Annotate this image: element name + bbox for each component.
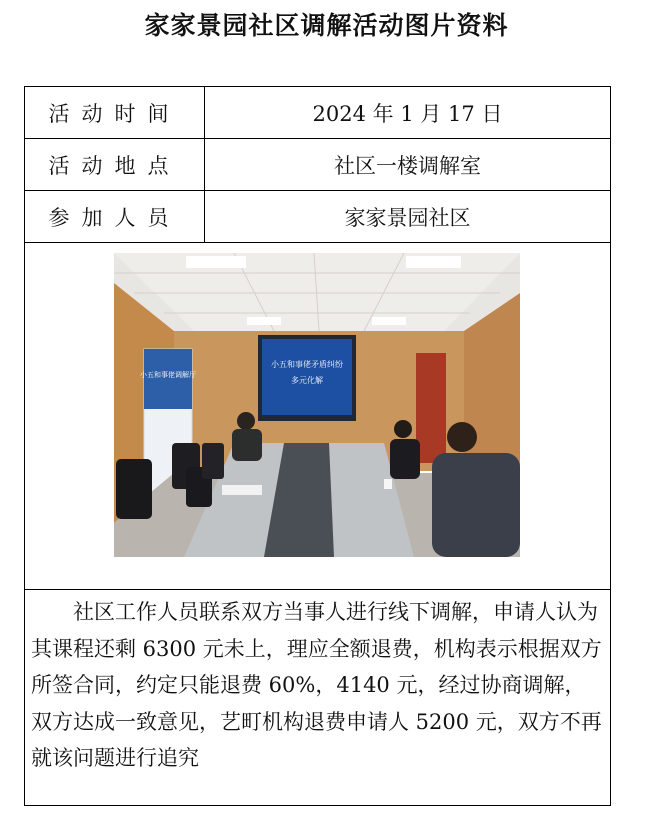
time-value: 2024 年 1 月 17 日 — [205, 87, 611, 139]
photo-row — [25, 243, 611, 590]
screen-line-1: 小五和事佬矛盾纠纷 — [271, 360, 343, 369]
location-label: 活动地点 — [25, 139, 205, 191]
location-row — [25, 139, 611, 191]
description-cell — [25, 590, 611, 806]
location-value: 社区一楼调解室 — [205, 139, 611, 191]
description-row — [25, 590, 611, 806]
mediation-photo — [114, 253, 520, 557]
banner-title: 小五和事佬调解厅 — [140, 371, 196, 379]
participants-value: 家家景园社区 — [205, 191, 611, 243]
page-title: 家家景园社区调解活动图片资料 — [144, 11, 509, 40]
mediation-room-illustration — [114, 253, 520, 557]
photo-cell — [25, 243, 611, 590]
activity-table — [24, 86, 611, 806]
participants-label: 参加人员 — [25, 191, 205, 243]
participants-row — [25, 191, 611, 243]
time-row — [25, 87, 611, 139]
time-label: 活动时间 — [25, 87, 205, 139]
description-text: 社区工作人员联系双方当事人进行线下调解，申请人认为其课程还剩 6300 元未上，理应全额退费，机构表示根据双方所签合同，约定只能退费 60%，4140 元，经过协商调解，双方达成一致意见，艺町机构退费申请人 5200 元，双方不再就该问题进行追究 — [31, 600, 602, 770]
screen-line-2: 多元化解 — [291, 376, 323, 385]
